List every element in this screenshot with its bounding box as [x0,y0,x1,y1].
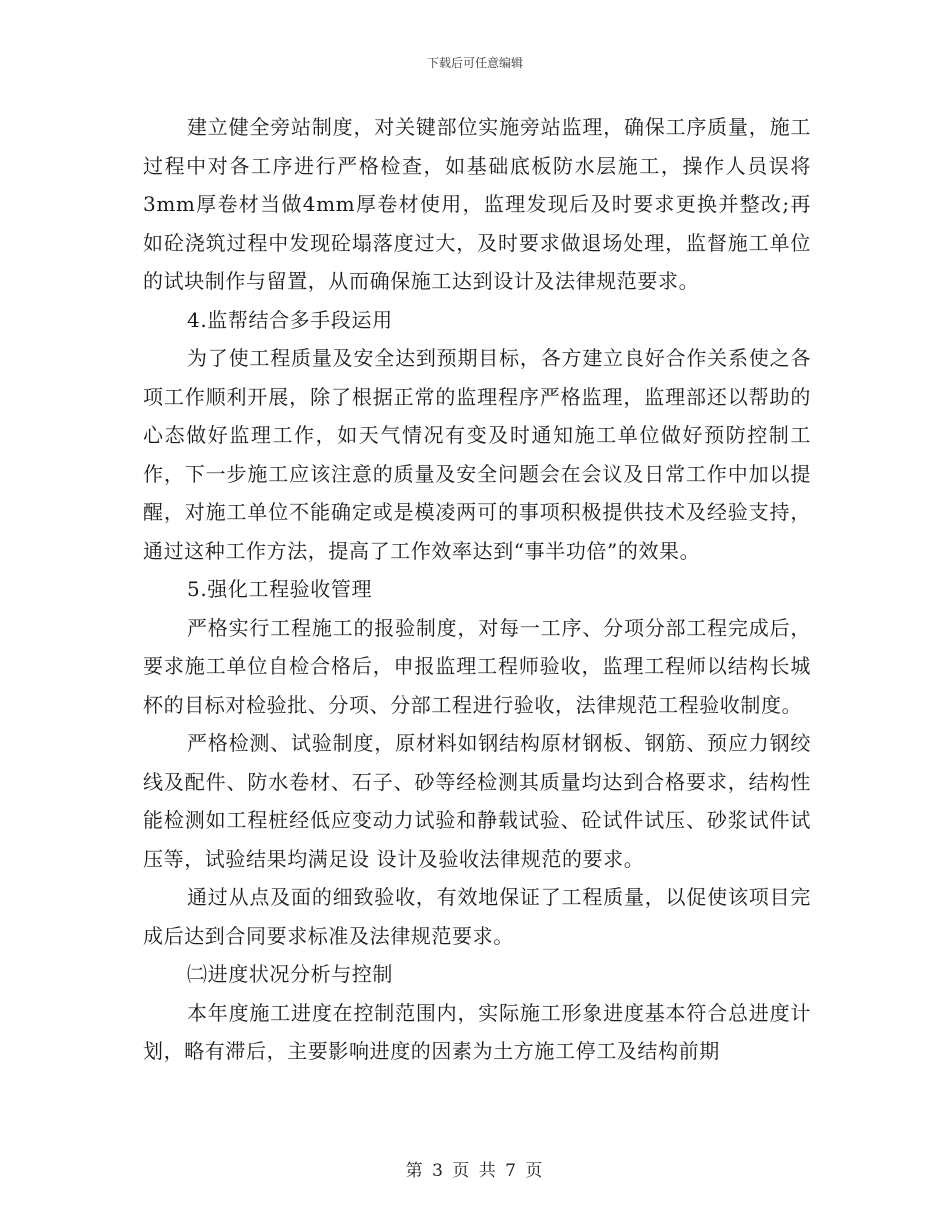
paragraph-testing-system: 严格检测、试验制度，原材料如钢结构原材钢板、钢筋、预应力钢绞线及配件、防水卷材、石子、砂等经检测其质量均达到合格要求，结构性能检测如工程桩经低应变动力试验和静载试验、砼试件试压、砂浆试件试压等，试验结果均满足设 设计及验收法律规范的要求。 [143,731,811,871]
section-heading-4: 4.监帮结合多手段运用 [187,307,393,332]
page-header: 下载后可任意编辑 [426,56,523,70]
paragraph-progress-status: 本年度施工进度在控制范围内，实际施工形象进度基本符合总进度计划，略有滞后，主要影响进度的因素为土方施工停工及结构前期 [143,1000,811,1063]
paragraph-acceptance-summary: 通过从点及面的细致验收，有效地保证了工程质量，以促使该项目完成后达到合同要求标准及法律规范要求。 [143,885,811,948]
section-heading-5: 5.强化工程验收管理 [187,577,373,601]
document-body [143,108,811,1071]
paragraph-side-station-supervision: 建立健全旁站制度，对关键部位实施旁站监理，确保工序质量，施工过程中对各工序进行严格检查，如基础底板防水层施工，操作人员误将3mm厚卷材当做4mm厚卷材使用，监理发现后及时要求更换并整改;再如砼浇筑过程中发现砼塌落度过大，及时要求做退场处理，监督施工单位的试块制作与留置，从而确保施工达到设计及法律规范要求。 [143,115,811,293]
paragraph-inspection-system: 严格实行工程施工的报验制度，对每一工序、分项分部工程完成后，要求施工单位自检合格后，申报监理工程师验收，监理工程师以结构长城杯的目标对检验批、分项、分部工程进行验收，法律规范工程验收制度。 [143,615,811,717]
paragraph-cooperation: 为了使工程质量及安全达到预期目标，各方建立良好合作关系使之各项工作顺利开展，除了根据正常的监理程序严格监理，监理部还以帮助的心态做好监理工作，如天气情况有变及时通知施工单位做好预防控制工作，下一步施工应该注意的质量及安全问题会在会议及日常工作中加以提醒，对施工单位不能确定或是模凌两可的事项积极提供技术及经验支持，通过这种工作方法，提高了工作效率达到“事半功倍”的效果。 [143,346,811,563]
section-heading-progress: ㈡进度状况分析与控制 [187,962,393,986]
page-footer: 第 3 页 共 7 页 [405,1161,545,1181]
